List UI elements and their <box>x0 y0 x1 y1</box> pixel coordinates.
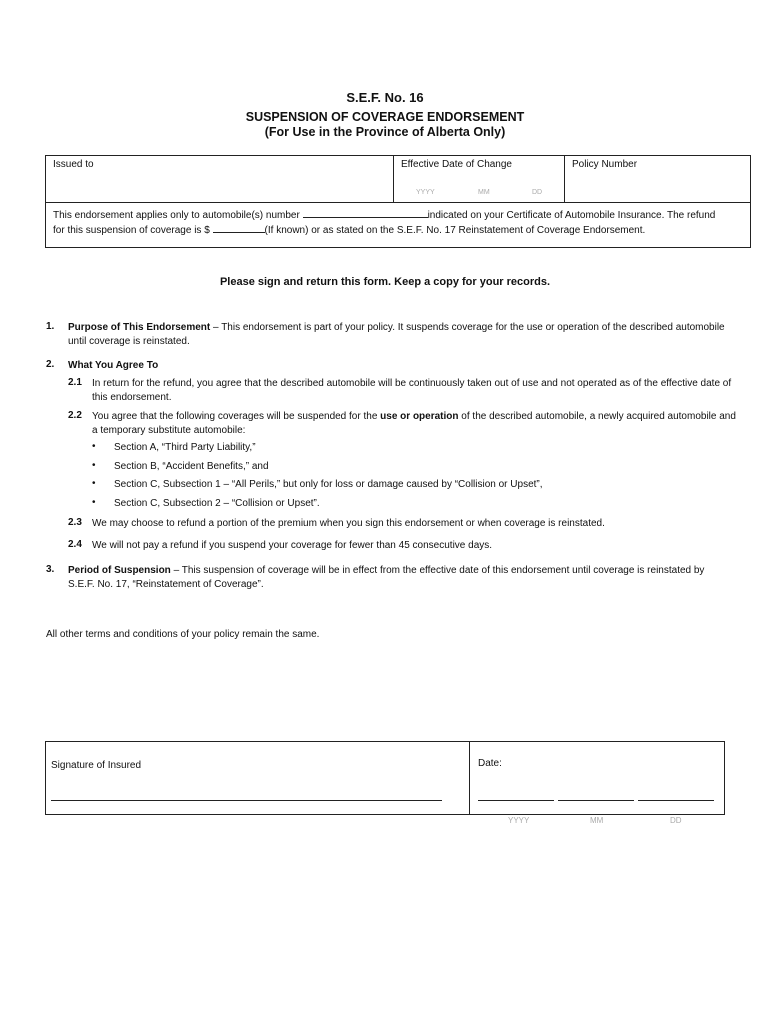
applies-text-1: This endorsement applies only to automobile(s) number <box>53 210 300 221</box>
closing-statement: All other terms and conditions of your policy remain the same. <box>46 629 320 640</box>
section-1-text <box>68 321 748 348</box>
section-2-2-text <box>92 410 752 437</box>
section-3-heading: Period of Suspension <box>68 565 171 576</box>
section-1-heading: Purpose of This Endorsement <box>68 322 211 333</box>
effective-day-hint: DD <box>532 189 543 196</box>
effective-month-hint: MM <box>478 189 490 196</box>
bullet-item: Section C, Subsection 2 – “Collision or Upset”. <box>114 498 320 509</box>
effective-date-field[interactable] <box>394 156 565 203</box>
signature-box <box>45 741 725 815</box>
details-table <box>45 155 751 248</box>
section-3-text <box>68 564 758 591</box>
section-2-2-pre: You agree that the following coverages will be suspended for the <box>92 411 381 422</box>
date-month-line[interactable] <box>558 800 634 801</box>
section-2-2-bold: use or operation <box>380 411 459 422</box>
bullet-dot: • <box>92 441 96 452</box>
date-label: Date: <box>478 758 502 769</box>
section-2-2-line2: a temporary substitute automobile: <box>92 424 246 436</box>
refund-amount-blank[interactable] <box>213 223 265 233</box>
section-2-4-number: 2.4 <box>68 539 82 550</box>
section-2-2-number: 2.2 <box>68 410 82 421</box>
section-2-heading: What You Agree To <box>68 360 159 371</box>
issued-to-field[interactable] <box>46 156 394 203</box>
form-number: S.E.F. No. 16 <box>346 90 424 105</box>
bullet-item: Section C, Subsection 1 – “All Perils,” but only for loss or damage caused by “Collision or Upset”, <box>114 479 543 490</box>
section-2-number: 2. <box>46 359 55 370</box>
bullet-dot: • <box>92 497 96 508</box>
issued-to-label: Issued to <box>53 159 94 170</box>
bullet-dot: • <box>92 460 96 471</box>
applies-text-3: for this suspension of coverage is $ <box>53 225 210 236</box>
section-1-line1: – This endorsement is part of your policy. It suspends coverage for the use or operation of the described automobile <box>210 322 725 333</box>
bullet-item: Section B, “Accident Benefits,” and <box>114 461 269 472</box>
section-2-1-number: 2.1 <box>68 377 82 388</box>
section-2-1-line2: this endorsement. <box>92 391 172 403</box>
section-3-number: 3. <box>46 564 55 575</box>
policy-number-label: Policy Number <box>572 159 638 170</box>
section-1-number: 1. <box>46 321 55 332</box>
section-3-line1: – This suspension of coverage will be in effect from the effective date of this endorsement until coverage is reinstated by <box>170 565 705 576</box>
bullet-item: Section A, “Third Party Liability,” <box>114 442 256 453</box>
automobile-number-blank[interactable] <box>303 208 428 218</box>
date-year-line[interactable] <box>478 800 554 801</box>
form-title: SUSPENSION OF COVERAGE ENDORSEMENT <box>245 110 525 124</box>
effective-year-hint: YYYY <box>416 189 435 196</box>
date-day-line[interactable] <box>638 800 714 801</box>
signature-line[interactable] <box>51 800 442 801</box>
section-2-4-text: We will not pay a refund if you suspend your coverage for fewer than 45 consecutive days. <box>92 540 493 551</box>
bullet-dot: • <box>92 478 96 489</box>
applies-text-4: (If known) or as stated on the S.E.F. No. 17 Reinstatement of Coverage Endorsement. <box>264 225 646 236</box>
policy-number-field[interactable] <box>565 156 751 203</box>
section-2-1-line1: In return for the refund, you agree that the described automobile will be continuously taken out of use and not operated as of the effective date of <box>92 378 732 389</box>
section-2-1-text <box>92 377 752 404</box>
signature-label: Signature of Insured <box>51 760 142 771</box>
signature-year-hint: YYYY <box>508 816 530 825</box>
applies-statement <box>53 208 743 238</box>
section-2-3-number: 2.3 <box>68 517 82 528</box>
section-2-2-post: of the described automobile, a newly acquired automobile and <box>458 411 736 422</box>
section-3-line2: S.E.F. No. 17, “Reinstatement of Coverage”. <box>68 578 264 590</box>
signature-divider <box>469 742 470 814</box>
applies-text-2: indicated on your Certificate of Automobile Insurance. The refund <box>427 210 716 221</box>
instruction-text: Please sign and return this form. Keep a copy for your records. <box>219 276 551 288</box>
form-subtitle: (For Use in the Province of Alberta Only) <box>264 125 506 139</box>
section-1-line2: until coverage is reinstated. <box>68 335 190 347</box>
effective-date-label: Effective Date of Change <box>401 159 512 170</box>
signature-day-hint: DD <box>670 816 682 825</box>
section-2-3-text: We may choose to refund a portion of the premium when you sign this endorsement or when coverage is reinstated. <box>92 518 605 529</box>
signature-month-hint: MM <box>590 816 604 825</box>
